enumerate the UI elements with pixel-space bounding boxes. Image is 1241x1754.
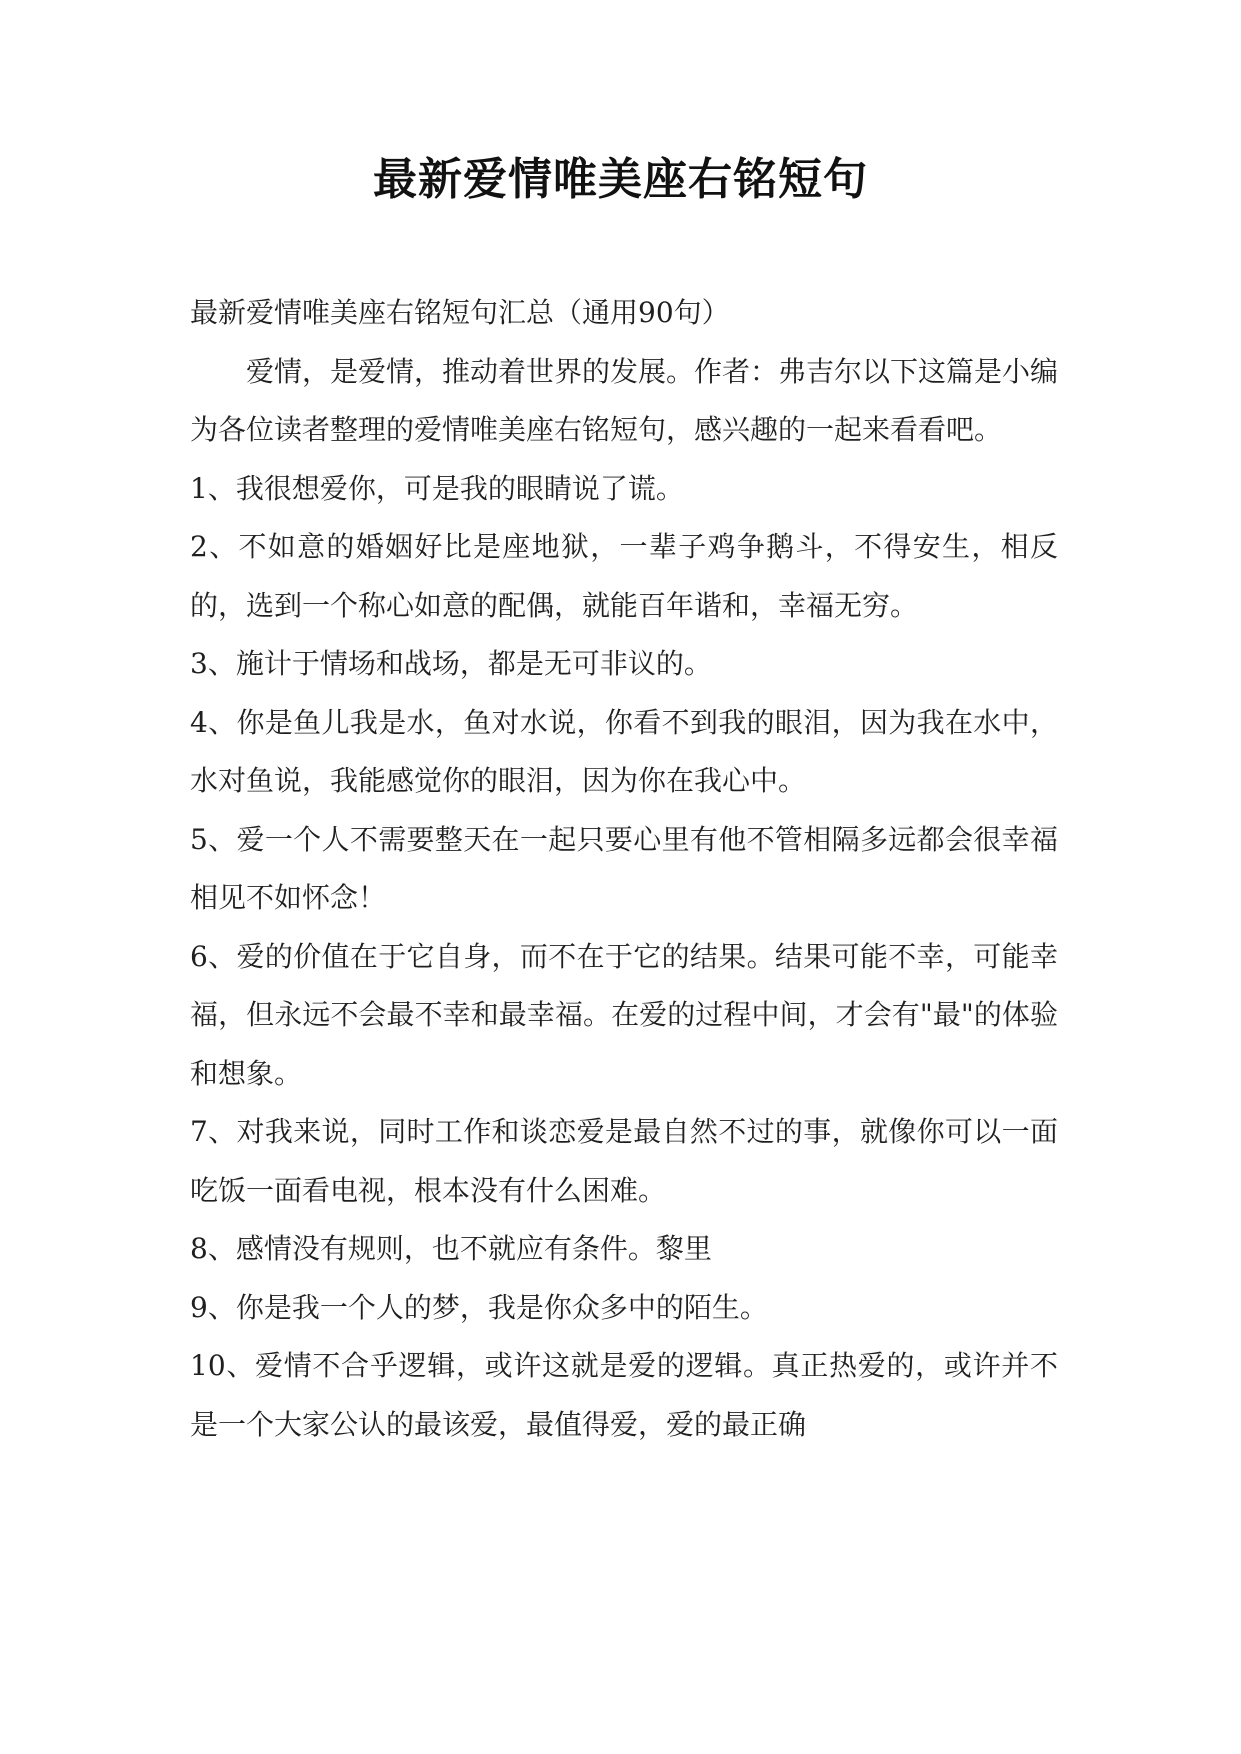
list-item: 3、施计于情场和战场，都是无可非议的。 (190, 647, 712, 680)
list-item: 8、感情没有规则，也不就应有条件。黎里 (190, 1232, 712, 1265)
list-item: 1、我很想爱你，可是我的眼睛说了谎。 (190, 471, 684, 505)
list-item: 7、对我来说，同时工作和谈恋爱是最自然不过的事，就像你可以一面吃饭一面看电视，根本没有什么困难。 (190, 1115, 1058, 1207)
document-body (190, 284, 1058, 1454)
list-item: 10、爱情不合乎逻辑，或许这就是爱的逻辑。真正热爱的，或许并不是一个大家公认的最该爱，最值得爱，爱的最正确 (190, 1349, 1058, 1441)
list-item: 4、你是鱼儿我是水，鱼对水说，你看不到我的眼泪，因为我在水中，水对鱼说，我能感觉你的眼泪，因为你在我心中。 (190, 705, 1058, 797)
document-title: 最新爱情唯美座右铭短句 (373, 154, 868, 205)
list-item: 5、爱一个人不需要整天在一起只要心里有他不管相隔多远都会很幸福相见不如怀念！ (190, 822, 1058, 914)
intro-paragraph: 爱情，是爱情，推动着世界的发展。作者：弗吉尔以下这篇是小编为各位读者整理的爱情唯美座右铭短句，感兴趣的一起来看看吧。 (190, 354, 1059, 446)
list-item: 9、你是我一个人的梦，我是你众多中的陌生。 (190, 1290, 768, 1324)
document-subtitle: 最新爱情唯美座右铭短句汇总（通用90句） (190, 296, 730, 329)
list-item: 2、不如意的婚姻好比是座地狱，一辈子鸡争鹅斗，不得安生，相反的，选到一个称心如意的配偶，就能百年谐和，幸福无穷。 (190, 530, 1058, 622)
list-item: 6、爱的价值在于它自身，而不在于它的结果。结果可能不幸，可能幸福，但永远不会最不幸和最幸福。在爱的过程中间，才会有"最"的体验和想象。 (190, 939, 1058, 1090)
